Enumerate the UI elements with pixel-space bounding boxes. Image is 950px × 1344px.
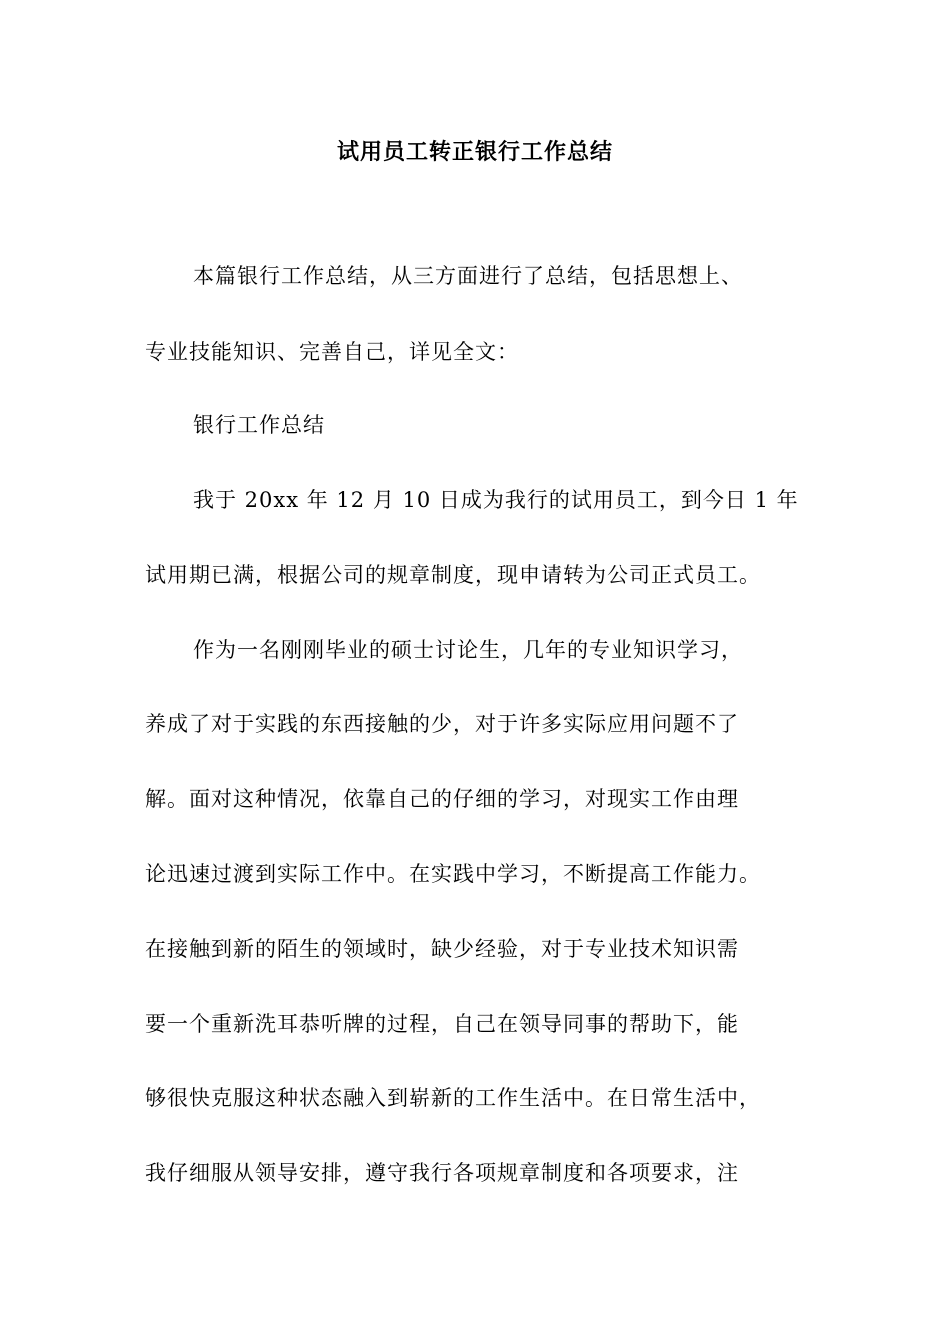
paragraph-line: 在接触到新的陌生的领域时，缺少经验，对于专业技术知识需 bbox=[145, 937, 739, 961]
paragraph-line: 养成了对于实践的东西接触的少，对于许多实际应用问题不了 bbox=[145, 712, 739, 736]
paragraph-line: 我于 20xx 年 12 月 10 日成为我行的试用员工，到今日 1 年 bbox=[193, 488, 799, 512]
paragraph-line: 要一个重新洗耳恭听牌的过程，自己在领导同事的帮助下，能 bbox=[145, 1012, 739, 1036]
paragraph-line: 专业技能知识、完善自己，详见全文： bbox=[145, 340, 519, 364]
section-heading: 银行工作总结 bbox=[193, 413, 325, 437]
paragraph-line: 论迅速过渡到实际工作中。在实践中学习，不断提高工作能力。 bbox=[145, 862, 761, 886]
paragraph-line: 我仔细服从领导安排，遵守我行各项规章制度和各项要求，注 bbox=[145, 1161, 739, 1185]
paragraph-line: 解。面对这种情况，依靠自己的仔细的学习，对现实工作由理 bbox=[145, 787, 739, 811]
paragraph-line: 作为一名刚刚毕业的硕士讨论生，几年的专业知识学习， bbox=[193, 638, 743, 662]
paragraph-line: 够很快克服这种状态融入到崭新的工作生活中。在日常生活中， bbox=[145, 1086, 761, 1110]
document-title: 试用员工转正银行工作总结 bbox=[336, 139, 613, 165]
paragraph-line: 试用期已满，根据公司的规章制度，现申请转为公司正式员工。 bbox=[145, 563, 761, 587]
paragraph-line: 本篇银行工作总结，从三方面进行了总结，包括思想上、 bbox=[193, 264, 743, 288]
